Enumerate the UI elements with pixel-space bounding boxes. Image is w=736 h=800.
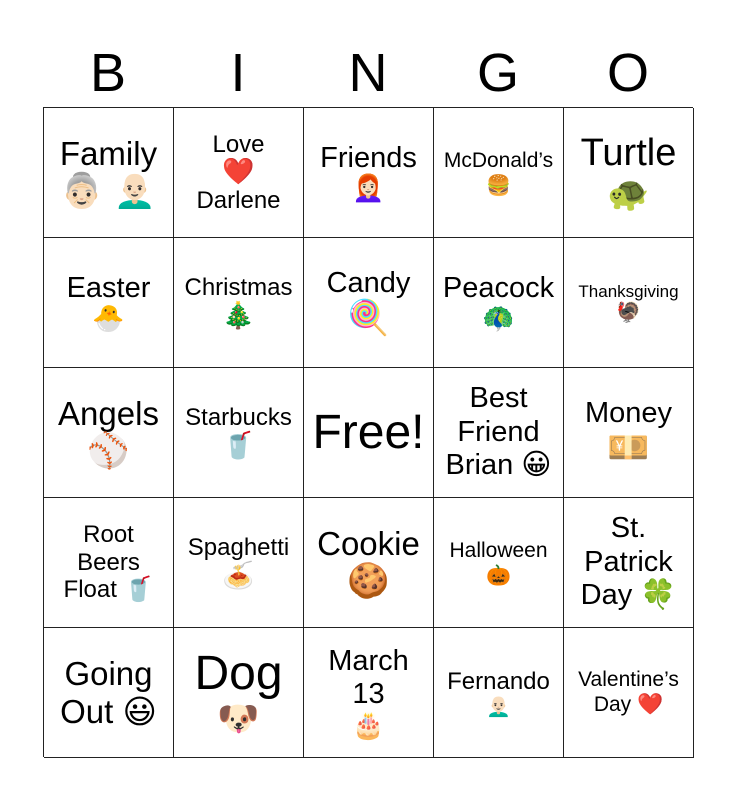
bingo-cell[interactable] <box>564 108 694 238</box>
cell-emoji-icon: 🍝 <box>222 561 255 591</box>
bingo-cell[interactable] <box>434 498 564 628</box>
bingo-cell[interactable] <box>304 238 434 368</box>
cell-emoji-icon: 🐶 <box>217 699 260 740</box>
cell-emoji-icon: 🐢 <box>607 173 650 214</box>
cell-label: St. Patrick Day 🍀 <box>580 512 677 612</box>
bingo-cell[interactable] <box>304 628 434 758</box>
cell-emoji-icon: 👨🏻‍🦲 <box>486 694 511 719</box>
bingo-cell[interactable] <box>174 368 304 498</box>
bingo-cell[interactable] <box>564 238 694 368</box>
cell-label: Going Out 😃 <box>60 654 157 730</box>
bingo-cell[interactable] <box>304 108 434 238</box>
free-space-cell[interactable] <box>304 368 434 498</box>
cell-emoji-icon: 🐣 <box>92 303 125 334</box>
cell-label: Fernando <box>447 667 550 695</box>
cell-label: Family <box>59 134 158 172</box>
bingo-cell[interactable] <box>304 498 434 628</box>
cell-label: Free! <box>312 405 425 459</box>
header-letter-o: O <box>606 43 649 103</box>
cell-label: Dog <box>194 647 283 701</box>
bingo-cell[interactable] <box>434 368 564 498</box>
bingo-cell[interactable] <box>44 108 174 238</box>
bingo-cell[interactable] <box>174 108 304 238</box>
bingo-cell[interactable] <box>174 628 304 758</box>
cell-label: Thanksgiving <box>578 281 679 301</box>
cell-label: Turtle <box>580 131 677 174</box>
cell-emoji-icon: 🍪 <box>347 560 390 601</box>
cell-label: March 13 <box>328 644 409 711</box>
cell-label: Angels <box>58 394 159 432</box>
bingo-cell[interactable] <box>44 498 174 628</box>
bingo-cell[interactable] <box>434 108 564 238</box>
cell-emoji-icon: 🥤 <box>222 431 255 461</box>
bingo-cell[interactable] <box>434 628 564 758</box>
cell-emoji-icon: 🦃 <box>616 300 641 325</box>
cell-label: Root Beers Float 🥤 <box>63 521 154 604</box>
cell-label: Money <box>584 397 673 430</box>
cell-emoji-icon: 🎄 <box>222 301 255 331</box>
cell-label: Cookie <box>317 524 420 562</box>
cell-label: Friends <box>320 141 417 174</box>
cell-label-secondary: Darlene <box>196 186 281 214</box>
cell-emoji-icon: 💴 <box>607 428 650 469</box>
cell-emoji-icon: 🎃 <box>486 562 511 587</box>
cell-label: Christmas <box>184 274 293 302</box>
cell-label: Starbucks <box>185 404 292 432</box>
cell-label: Spaghetti <box>187 534 290 562</box>
bingo-cell[interactable] <box>44 628 174 758</box>
bingo-cell[interactable] <box>44 238 174 368</box>
cell-label: Love <box>212 130 265 158</box>
bingo-cell[interactable] <box>564 628 694 758</box>
bingo-cell[interactable] <box>564 368 694 498</box>
bingo-cell[interactable] <box>564 498 694 628</box>
bingo-card-grid <box>43 107 693 757</box>
bingo-header <box>43 40 693 106</box>
header-letter-n: N <box>348 43 388 103</box>
cell-emoji-icon: 👩🏻‍🦰 <box>352 173 385 204</box>
bingo-cell[interactable] <box>174 238 304 368</box>
cell-label: Valentine’s Day ❤️ <box>578 668 679 716</box>
cell-label: McDonald’s <box>443 149 554 173</box>
bingo-cell[interactable] <box>174 498 304 628</box>
header-letter-i: I <box>230 43 246 103</box>
header-letter-g: G <box>476 43 519 103</box>
cell-label: Candy <box>326 267 411 300</box>
cell-emoji-icon: 🍭 <box>347 298 390 339</box>
cell-label: Best Friend Brian 😀 <box>445 382 552 482</box>
cell-emoji-icon: ⚾️ <box>87 430 130 471</box>
cell-label: Peacock <box>442 271 555 304</box>
cell-emoji-icon: 🍔 <box>486 172 511 197</box>
cell-emoji-icon: 🦚 <box>482 303 515 334</box>
cell-label: Halloween <box>449 539 548 563</box>
bingo-cell[interactable] <box>434 238 564 368</box>
cell-emoji-icon: ❤️ <box>222 157 255 188</box>
cell-label: Easter <box>66 271 151 304</box>
cell-emoji-icon: 👵🏻 👨🏻‍🦲 <box>60 170 157 211</box>
header-letter-b: B <box>89 43 127 103</box>
bingo-cell[interactable] <box>44 368 174 498</box>
cell-emoji-icon: 🎂 <box>352 710 385 741</box>
